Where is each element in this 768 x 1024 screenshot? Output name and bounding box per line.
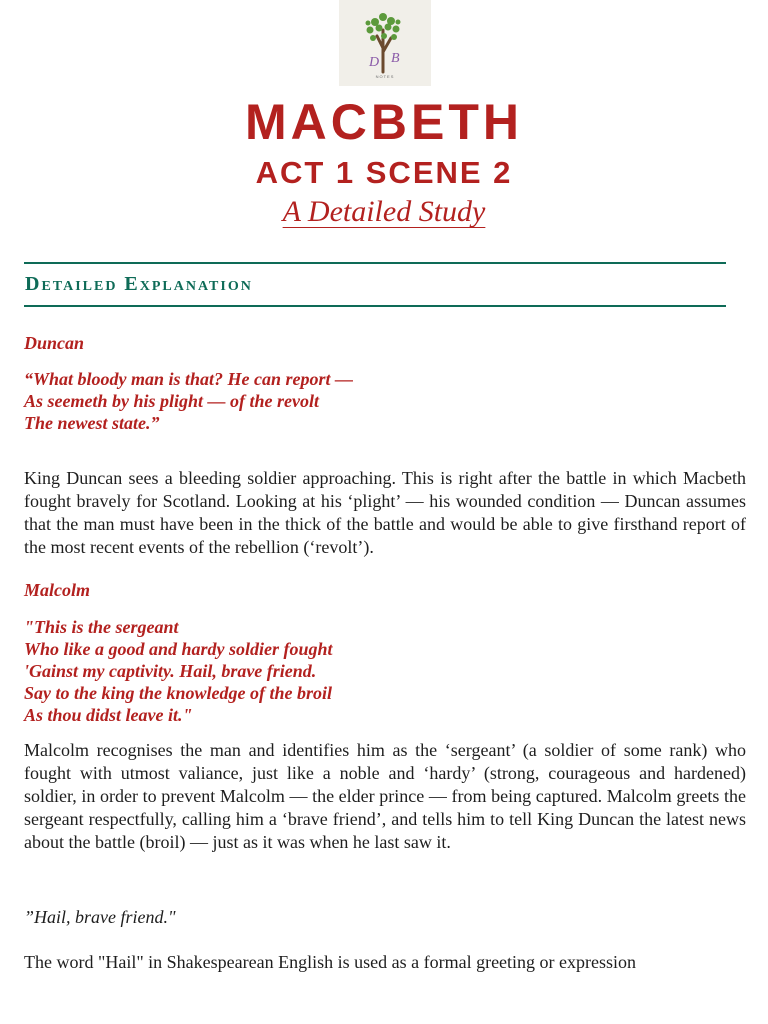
quote-line: The newest state.” bbox=[24, 413, 160, 433]
quote-hail: ”Hail, brave friend." bbox=[24, 907, 176, 927]
quote-line: “What bloody man is that? He can report — bbox=[24, 369, 354, 389]
explanation-hail: The word "Hail" in Shakespearean English is used as a formal greeting or expression bbox=[24, 952, 637, 972]
explanation-duncan: King Duncan sees a bleeding soldier approaching. This is right after the battle in which Macbeth fought bravely for Scotland. Looking at his ‘plight’ — his wounded condition — Duncan assumes that the man must have been in the thick of the battle and would be able to give firsthand report of the most recent events of the rebellion (‘revolt’). bbox=[24, 468, 746, 557]
tree-logo-icon bbox=[339, 0, 431, 86]
page-tagline: A Detailed Study bbox=[282, 195, 486, 228]
quote-line: Say to the king the knowledge of the broil bbox=[24, 683, 333, 703]
divider-top bbox=[24, 262, 726, 264]
speaker-malcolm: Malcolm bbox=[24, 580, 90, 600]
speaker-duncan: Duncan bbox=[24, 333, 85, 353]
page-title: MACBETH bbox=[245, 94, 523, 150]
quote-duncan bbox=[24, 368, 353, 434]
logo bbox=[339, 0, 431, 86]
quote-line: As seemeth by his plight — of the revolt bbox=[24, 391, 319, 411]
divider-bottom bbox=[24, 305, 726, 307]
quote-line: 'Gainst my captivity. Hail, brave friend. bbox=[24, 661, 317, 681]
quote-malcolm bbox=[24, 616, 333, 726]
quote-line: Who like a good and hardy soldier fought bbox=[24, 639, 333, 659]
svg-text:B: B bbox=[391, 51, 400, 66]
page-subtitle: ACT 1 SCENE 2 bbox=[255, 155, 513, 190]
quote-line: "This is the sergeant bbox=[24, 617, 179, 637]
logo-caption: NOTES bbox=[375, 74, 395, 79]
explanation-malcolm: Malcolm recognises the man and identifies him as the ‘sergeant’ (a soldier of some rank) who fought with utmost valiance, just like a noble and ‘hardy’ (strong, courageous and hardened) soldier, in order to prevent Malcolm — the elder prince — from being captured. Malcolm greets the sergeant respectfully, calling him a ‘brave friend’, and tells him to tell King Duncan the latest news about the battle (broil) — just as it was when he last saw it. bbox=[24, 740, 746, 852]
quote-line: As thou didst leave it." bbox=[24, 705, 193, 725]
logo-initials: D bbox=[369, 55, 380, 70]
section-heading: Detailed Explanation bbox=[25, 273, 253, 295]
